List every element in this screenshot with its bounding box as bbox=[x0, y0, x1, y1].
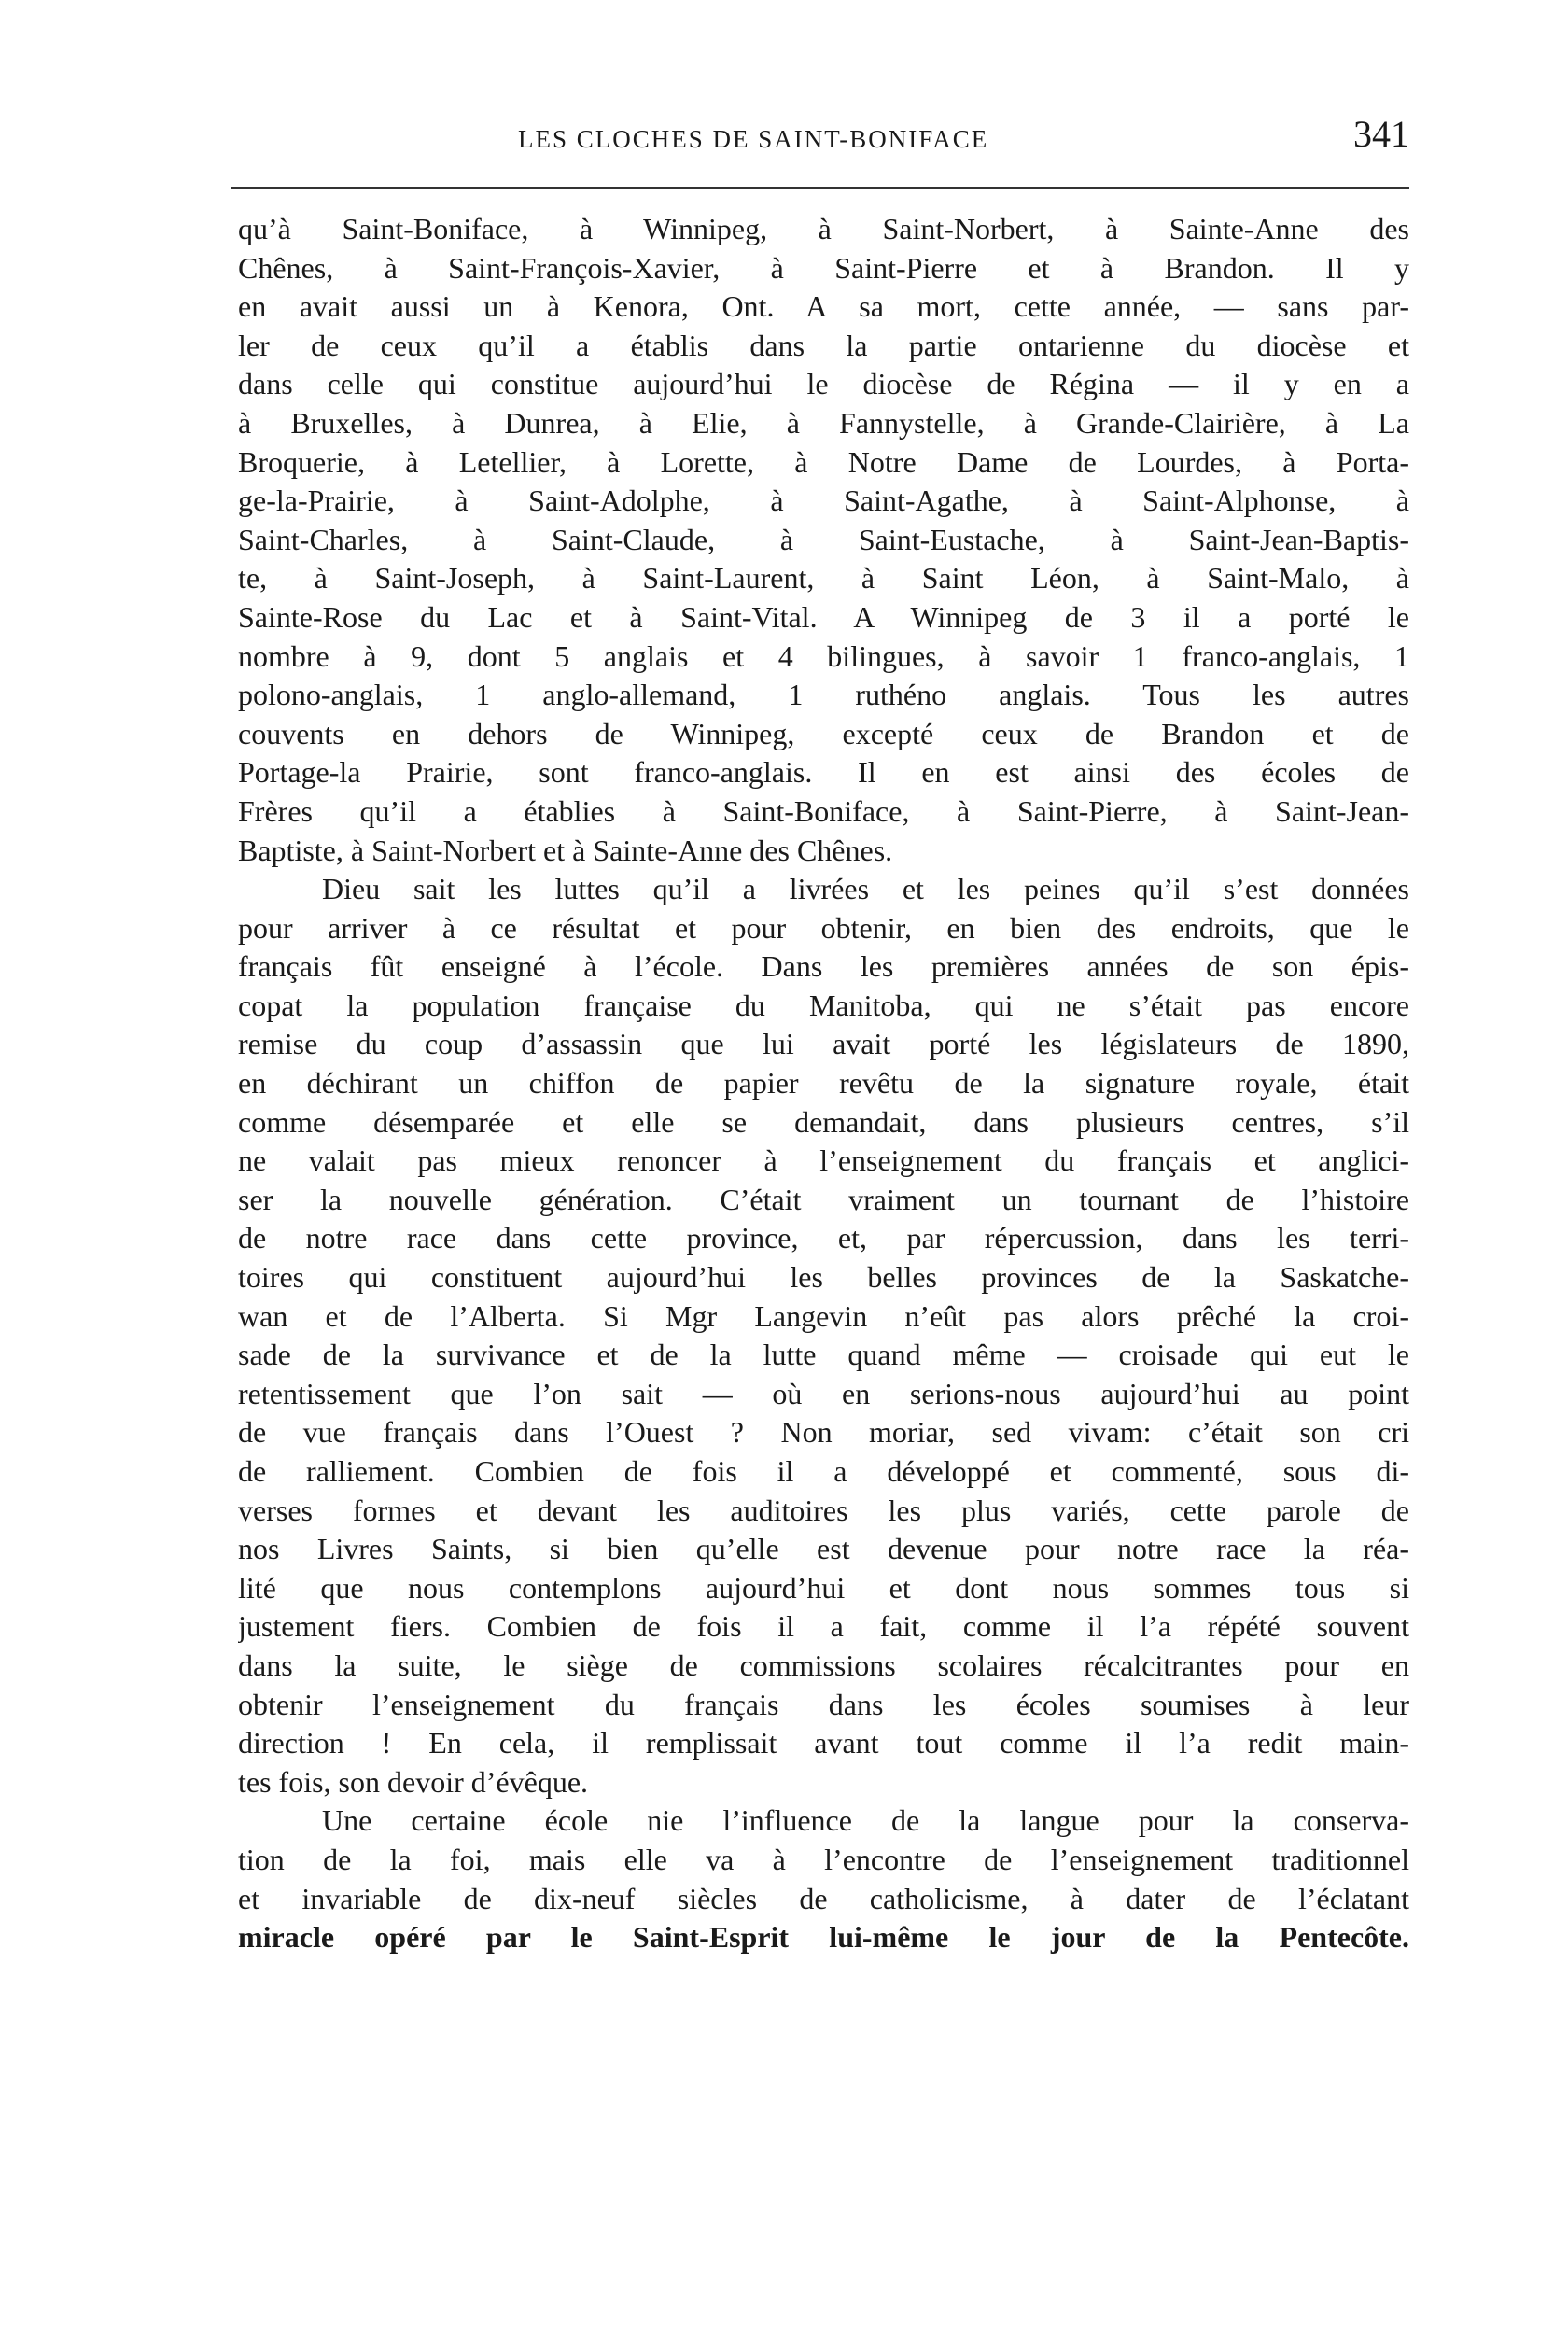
text-line: polono-anglais, 1 anglo-allemand, 1 ruthéno anglais. Tous les autres bbox=[238, 678, 1409, 712]
text-line: verses formes et devant les auditoires les plus variés, cette parole de bbox=[238, 1493, 1409, 1527]
text-line: Saint-Charles, à Saint-Claude, à Saint-Eustache, à Saint-Jean-Baptis- bbox=[238, 522, 1409, 556]
page-number: 341 bbox=[1353, 113, 1409, 155]
text-line: Baptiste, à Saint-Norbert et à Sainte-Anne des Chênes. bbox=[238, 833, 893, 867]
text-line: Portage-la Prairie, sont franco-anglais. Il en est ainsi des écoles de bbox=[238, 755, 1409, 790]
text-line: dans celle qui constitue aujourd’hui le diocèse de Régina — il y en a bbox=[238, 367, 1409, 401]
text-line: Frères qu’il a établies à Saint-Boniface, à Saint-Pierre, à Saint-Jean- bbox=[238, 793, 1409, 828]
text-line: lité que nous contemplons aujourd’hui et dont nous sommes tous si bbox=[238, 1570, 1409, 1605]
paragraph-1 bbox=[238, 210, 1409, 870]
text-line: de notre race dans cette province, et, par répercussion, dans les terri- bbox=[238, 1221, 1409, 1255]
text-line: nombre à 9, dont 5 anglais et 4 bilingues, à savoir 1 franco-anglais, 1 bbox=[238, 638, 1409, 673]
text-line: en déchirant un chiffon de papier revêtu de la signature royale, était bbox=[238, 1066, 1409, 1101]
text-line: remise du coup d’assassin que lui avait porté les législateurs de 1890, bbox=[238, 1027, 1409, 1061]
text-line: tion de la foi, mais elle va à l’encontre de l’enseignement traditionnel bbox=[238, 1842, 1409, 1876]
text-line: direction ! En cela, il remplissait avant tout comme il l’a redit main- bbox=[238, 1726, 1409, 1760]
text-line: et invariable de dix-neuf siècles de catholicisme, à dater de l’éclatant bbox=[238, 1881, 1409, 1915]
text-line: Sainte-Rose du Lac et à Saint-Vital. A Winnipeg de 3 il a porté le bbox=[238, 599, 1409, 634]
text-line: copat la population française du Manitoba, qui ne s’était pas encore bbox=[238, 988, 1409, 1022]
text-line: retentissement que l’on sait — où en serions-nous aujourd’hui au point bbox=[238, 1376, 1409, 1410]
text-line: de ralliement. Combien de fois il a développé et commenté, sous di- bbox=[238, 1454, 1409, 1488]
text-line: sade de la survivance et de la lutte quand même — croisade qui eut le bbox=[238, 1338, 1409, 1372]
text-line: obtenir l’enseignement du français dans les écoles soumises à leur bbox=[238, 1687, 1409, 1721]
text-line: ne valait pas mieux renoncer à l’enseignement du français et anglici- bbox=[238, 1143, 1409, 1178]
text-line: de vue français dans l’Ouest ? Non moriar, sed vivam: c’était son cri bbox=[238, 1415, 1409, 1450]
text-line: Broquerie, à Letellier, à Lorette, à Notre Dame de Lourdes, à Porta- bbox=[238, 444, 1409, 479]
text-line: toires qui constituent aujourd’hui les belles provinces de la Saskatche- bbox=[238, 1260, 1409, 1295]
text-line: Dieu sait les luttes qu’il a livrées et les peines qu’il s’est données bbox=[322, 872, 1409, 906]
text-line: qu’à Saint-Boniface, à Winnipeg, à Saint-Norbert, à Sainte-Anne des bbox=[238, 212, 1409, 245]
text-line: en avait aussi un à Kenora, Ont. A sa mort, cette année, — sans par- bbox=[238, 289, 1409, 324]
paragraph-3 bbox=[238, 1802, 1409, 1956]
text-line: te, à Saint-Joseph, à Saint-Laurent, à Saint Léon, à Saint-Malo, à bbox=[238, 561, 1409, 596]
text-line: justement fiers. Combien de fois il a fait, comme il l’a répété souvent bbox=[238, 1609, 1409, 1644]
text-line: miracle opéré par le Saint-Esprit lui-même le jour de la Pentecôte. bbox=[238, 1920, 1409, 1955]
text-line: français fût enseigné à l’école. Dans les premières années de son épis- bbox=[238, 949, 1409, 984]
text-line: pour arriver à ce résultat et pour obtenir, en bien des endroits, que le bbox=[238, 910, 1409, 945]
text-line: couvents en dehors de Winnipeg, excepté ceux de Brandon et de bbox=[238, 716, 1409, 750]
running-title: LES CLOCHES DE SAINT-BONIFACE bbox=[518, 125, 989, 153]
body-text bbox=[238, 210, 1409, 1957]
text-line: ser la nouvelle génération. C’était vraiment un tournant de l’histoire bbox=[238, 1182, 1409, 1216]
header-rule bbox=[231, 187, 1409, 189]
text-line: nos Livres Saints, si bien qu’elle est devenue pour notre race la réa- bbox=[238, 1532, 1409, 1566]
text-line: ge-la-Prairie, à Saint-Adolphe, à Saint-Agathe, à Saint-Alphonse, à bbox=[238, 484, 1409, 518]
text-line: wan et de l’Alberta. Si Mgr Langevin n’eût pas alors prêché la croi- bbox=[238, 1298, 1409, 1333]
text-line: Une certaine école nie l’influence de la langue pour la conserva- bbox=[322, 1803, 1409, 1838]
text-line: comme désemparée et elle se demandait, dans plusieurs centres, s’il bbox=[238, 1104, 1409, 1139]
running-head bbox=[238, 112, 1409, 168]
paragraph-2 bbox=[238, 870, 1409, 1802]
text-line: tes fois, son devoir d’évêque. bbox=[238, 1764, 589, 1799]
text-line: Chênes, à Saint-François-Xavier, à Saint-Pierre et à Brandon. Il y bbox=[238, 250, 1409, 285]
text-line: dans la suite, le siège de commissions scolaires récalcitrantes pour en bbox=[238, 1648, 1409, 1682]
text-line: ler de ceux qu’il a établis dans la partie ontarienne du diocèse et bbox=[238, 328, 1409, 362]
text-line: à Bruxelles, à Dunrea, à Elie, à Fannystelle, à Grande-Clairière, à La bbox=[238, 405, 1409, 440]
